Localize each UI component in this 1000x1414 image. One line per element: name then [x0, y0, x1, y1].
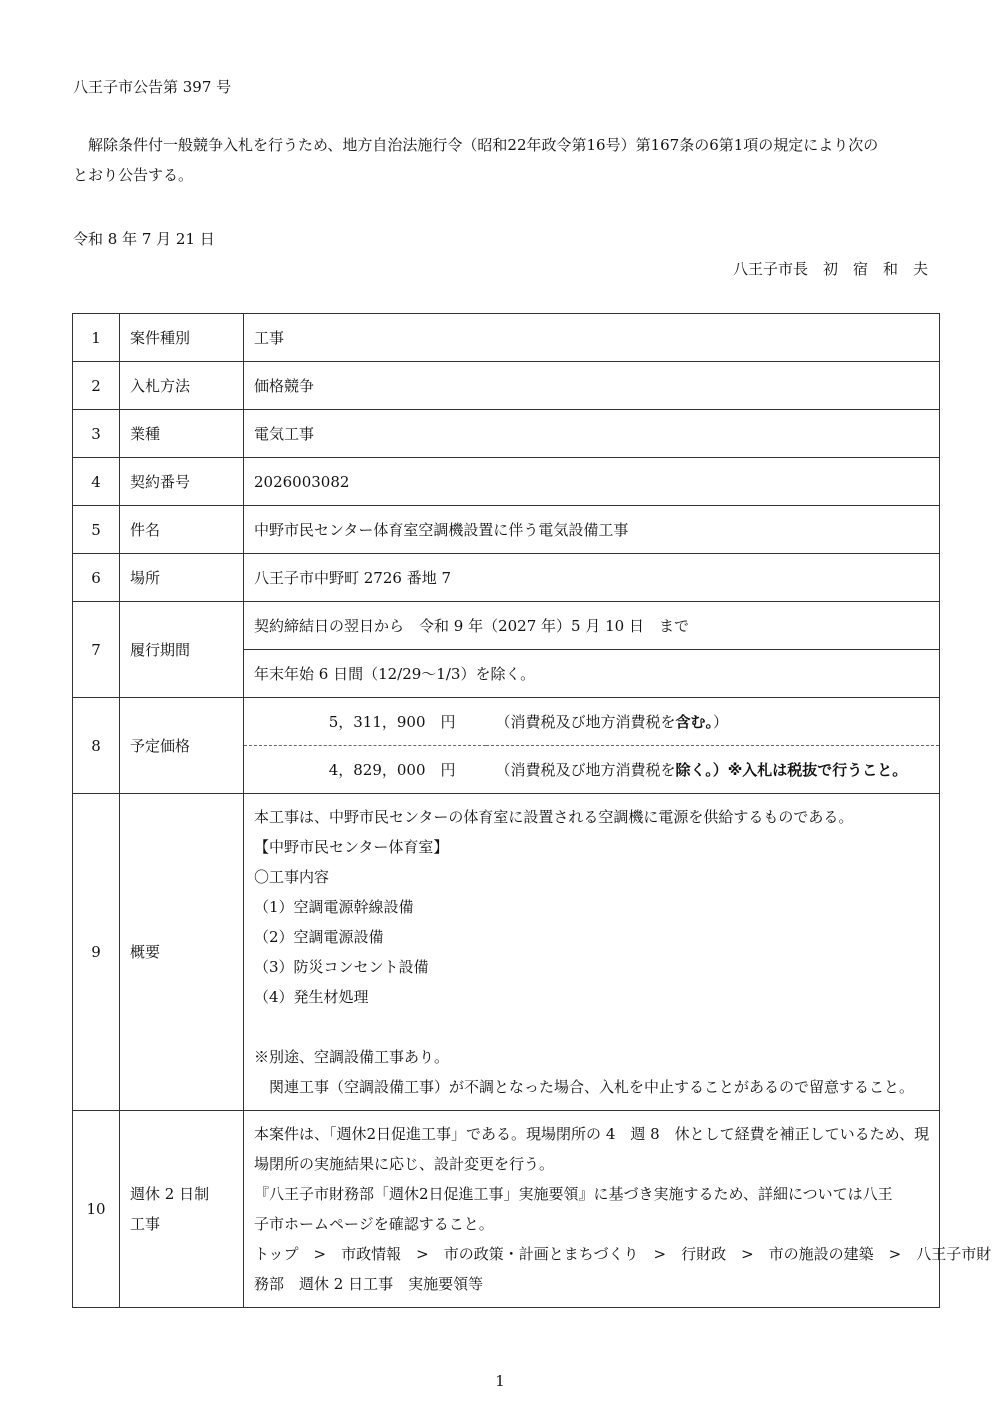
row-value: 電気工事 — [244, 410, 940, 458]
row-number: 7 — [73, 602, 120, 698]
row-number: 6 — [73, 554, 120, 602]
bid-details-table — [72, 313, 992, 1308]
row-label: 予定価格 — [120, 698, 244, 794]
row-label: 案件種別 — [120, 314, 244, 362]
intro-text-line2: とおり公告する。 — [73, 166, 194, 184]
row-label: 履行期間 — [120, 602, 244, 698]
tax-note-included: （消費税及び地方消費税を含む。） — [486, 698, 940, 746]
table-row — [73, 410, 940, 458]
tax-note-excluded: （消費税及び地方消費税を除く。）※入札は税抜で行うこと。 — [486, 746, 940, 794]
table-row — [73, 554, 940, 602]
notice-date: 令和 8 年 7 月 21 日 — [73, 230, 215, 248]
row-label: 入札方法 — [120, 362, 244, 410]
row-number: 3 — [73, 410, 120, 458]
weekly-two-days-off-text: 本案件は、「週休2日促進工事」である。現場閉所の 4 週 8 休として経費を補正しているため、現 場閉所の実施結果に応じ、設計変更を行う。 『八王子市財務部「週休2日促進工事」実施要領』に基づき実施するため、詳細については八王 子市ホームページを確認すること。 トップ > 市政情報 > 市の政策・計画とまちづくり > 行財政 > 市の施設の建築 > 八王子市財 務部 週休 2 日工事 実施要領等 — [244, 1111, 940, 1308]
table-row — [73, 794, 940, 1111]
table-row — [73, 506, 940, 554]
table-row — [73, 1111, 940, 1308]
row-number: 5 — [73, 506, 120, 554]
row-value: 2026003082 — [244, 458, 940, 506]
overview-text: 本工事は、中野市民センターの体育室に設置される空調機に電源を供給するものである。 【中野市民センター体育室】 〇工事内容 （1）空調電源幹線設備 （2）空調電源設備 （3）防災コンセント設備 （4）発生材処理 ※別途、空調設備工事あり。 関連工事（空調設備工事）が不調となった場合、入札を中止することがあるので留意すること。 — [244, 794, 940, 1111]
row-label: 週休 2 日制 工事 — [120, 1111, 244, 1308]
row-value: 工事 — [244, 314, 940, 362]
period-line1: 契約締結日の翌日から 令和 9 年（2027 年）5 月 10 日 まで — [244, 602, 940, 650]
period-line2: 年末年始 6 日間（12/29～1/3）を除く。 — [244, 650, 940, 698]
table-row — [73, 314, 940, 362]
row-number: 9 — [73, 794, 120, 1111]
row-number: 2 — [73, 362, 120, 410]
row-label: 契約番号 — [120, 458, 244, 506]
row-value: 中野市民センター体育室空調機設置に伴う電気設備工事 — [244, 506, 940, 554]
table-row — [73, 698, 940, 746]
row-label: 業種 — [120, 410, 244, 458]
table-row — [73, 362, 940, 410]
row-label: 概要 — [120, 794, 244, 1111]
row-number: 1 — [73, 314, 120, 362]
price-without-tax: 4，829，000 円 — [244, 746, 486, 794]
intro-text-line1: 解除条件付一般競争入札を行うため、地方自治法施行令（昭和22年政令第16号）第167条の6第1項の規定により次の — [88, 136, 879, 154]
table-row — [73, 458, 940, 506]
row-label: 件名 — [120, 506, 244, 554]
price-with-tax: 5，311，900 円 — [244, 698, 486, 746]
row-number: 10 — [73, 1111, 120, 1308]
table-row — [73, 602, 940, 650]
issuer-name: 八王子市長 初 宿 和 夫 — [732, 260, 928, 278]
row-value: 八王子市中野町 2726 番地 7 — [244, 554, 940, 602]
page-number: 1 — [495, 1372, 505, 1390]
row-value: 価格競争 — [244, 362, 940, 410]
row-number: 4 — [73, 458, 120, 506]
notice-number: 八王子市公告第 397 号 — [73, 78, 232, 96]
row-number: 8 — [73, 698, 120, 794]
row-label: 場所 — [120, 554, 244, 602]
